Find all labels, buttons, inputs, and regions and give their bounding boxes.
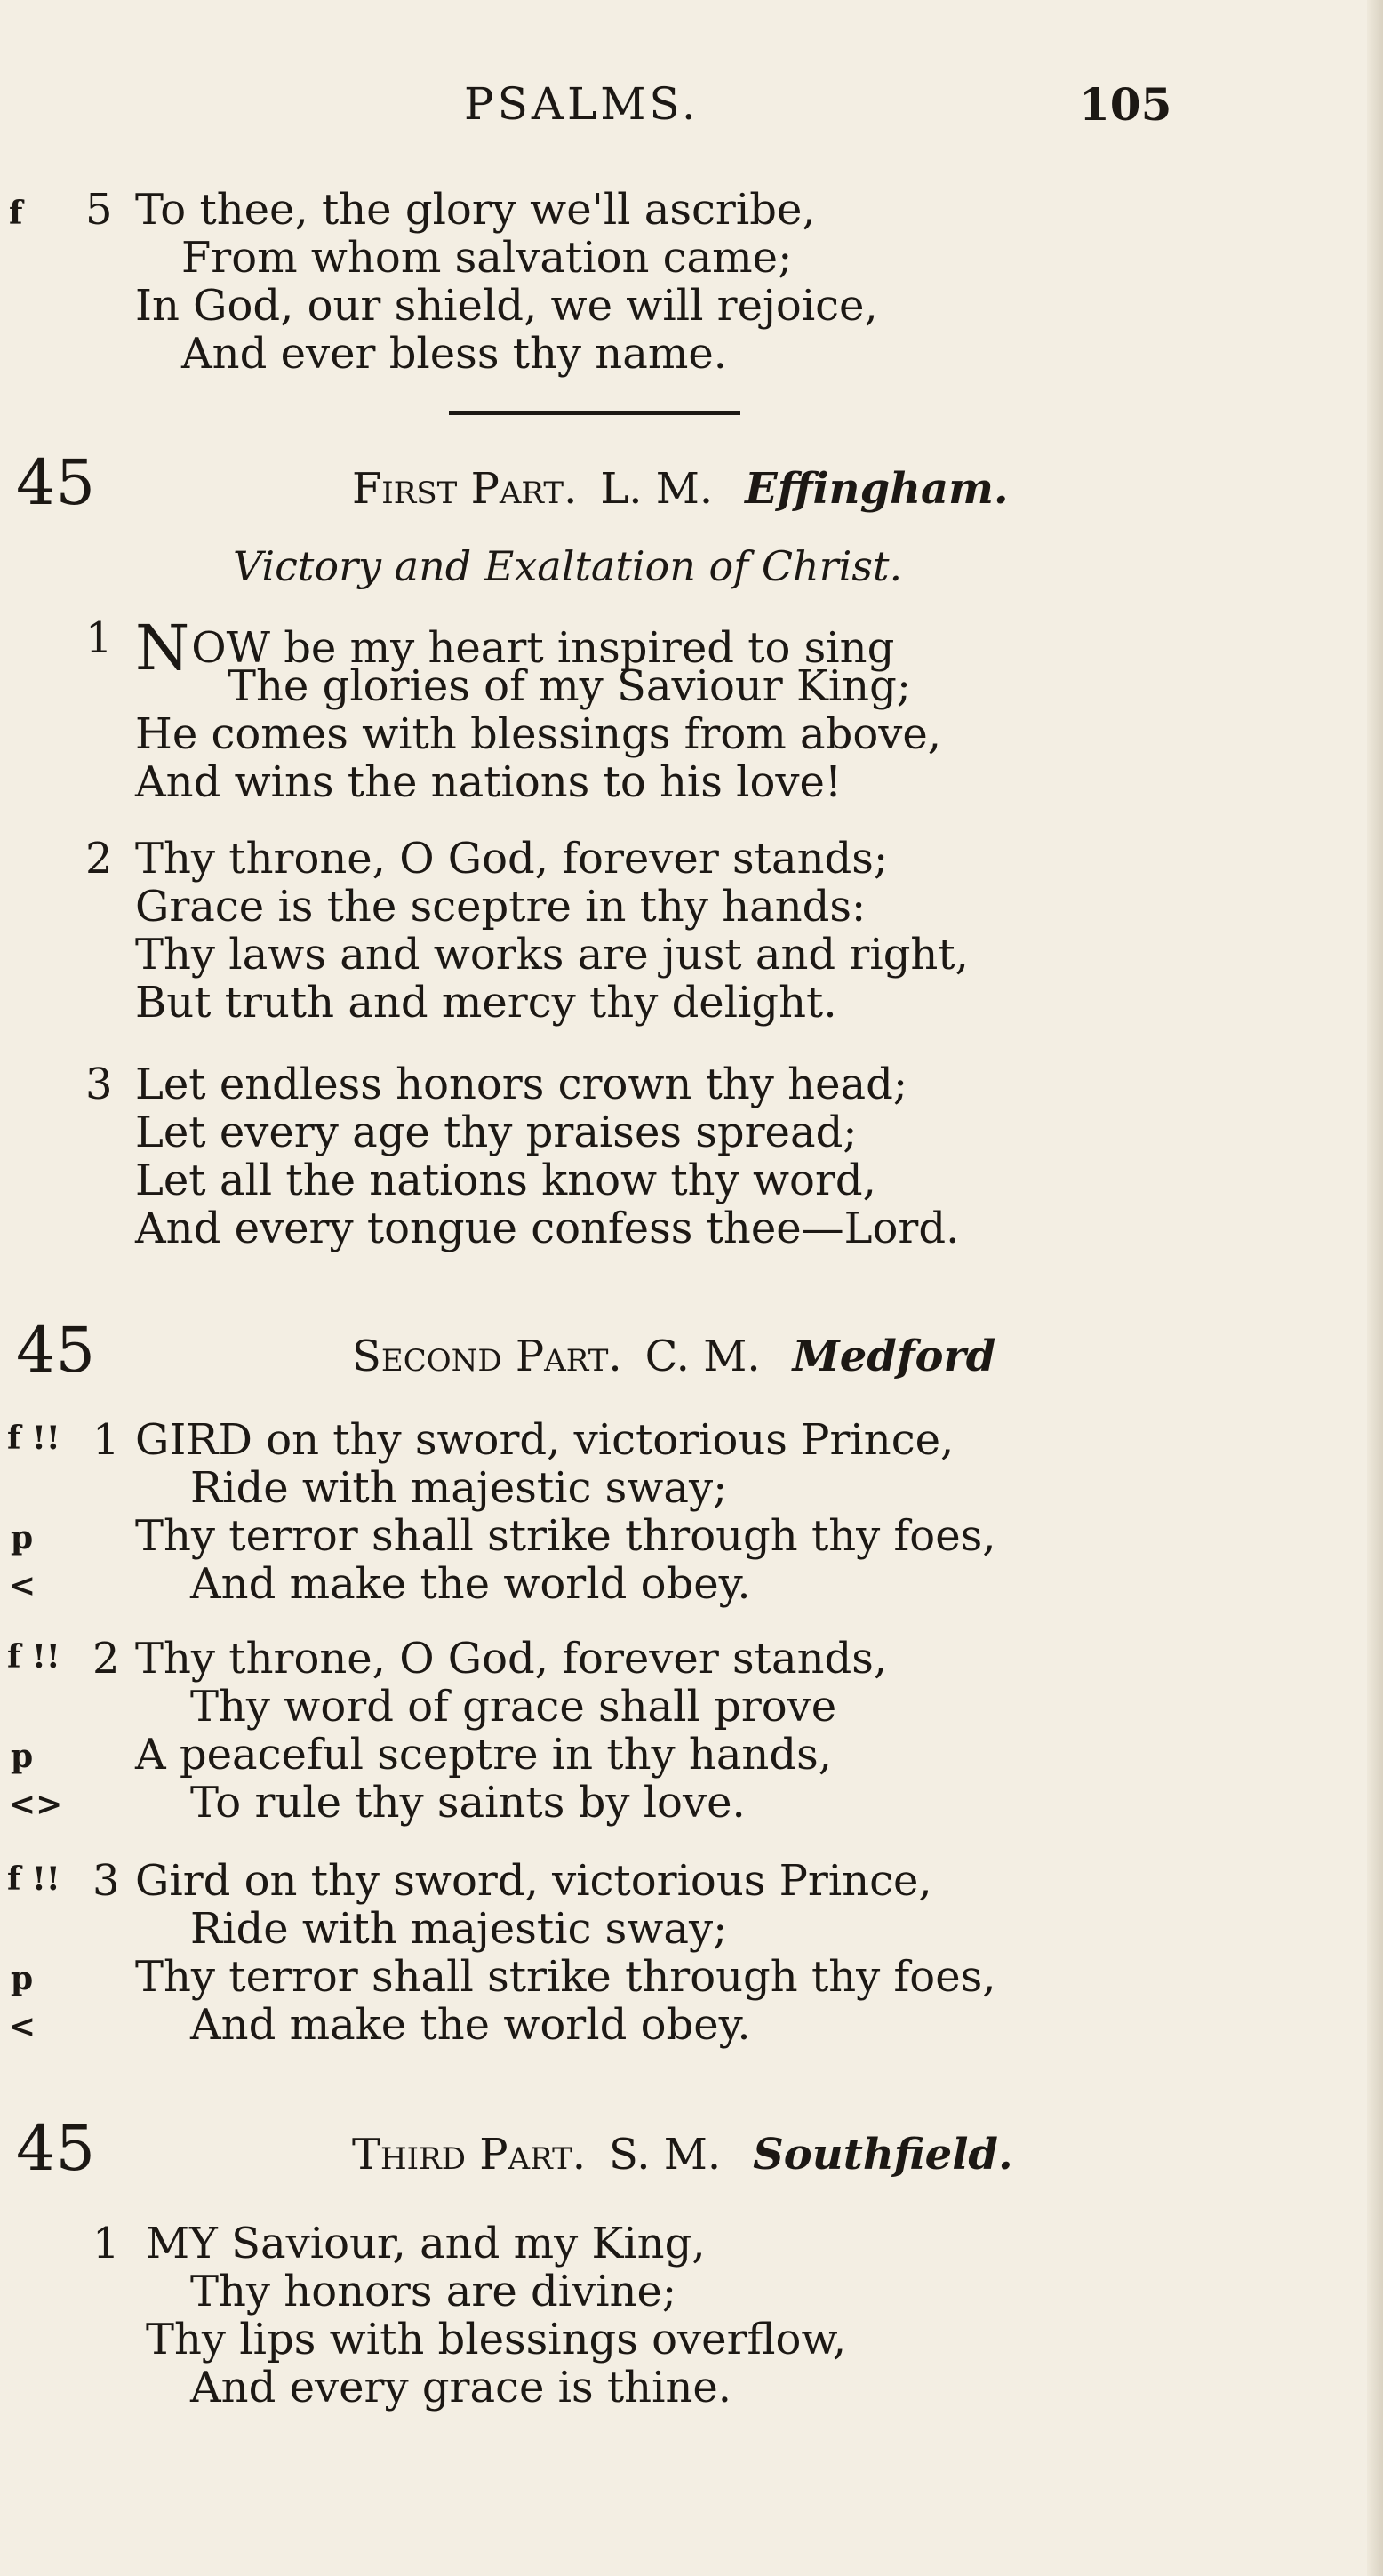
hymn-title — [352, 464, 1009, 514]
verse-line: Let endless honors crown thy head; — [135, 1060, 908, 1109]
verse-line: But truth and mercy thy delight. — [135, 978, 837, 1028]
verse-line: And make the world obey. — [190, 2000, 751, 2050]
hymn-number: 45 — [16, 2112, 96, 2185]
verse-line: Grace is the sceptre in thy hands: — [135, 882, 867, 932]
running-head — [0, 78, 1383, 140]
verse-line: The glories of my Saviour King; — [228, 661, 911, 711]
verse-line: Thy throne, O God, forever stands; — [135, 834, 889, 884]
verse-line: In God, our shield, we will rejoice, — [135, 281, 878, 331]
verse-line: And every tongue confess thee—Lord. — [135, 1204, 960, 1253]
page-edge — [1367, 0, 1383, 2576]
hymn-heading — [0, 1314, 1383, 1387]
hymn-heading — [0, 446, 1383, 519]
verse-number: 1 — [92, 1415, 120, 1465]
dynamic-mark: f !! — [7, 1638, 60, 1676]
verse-line: Thy laws and works are just and right, — [135, 930, 969, 980]
verse-number: 5 — [85, 185, 113, 235]
hymn-tune: Medford — [792, 1332, 996, 1381]
verse-number: 1 — [92, 2219, 120, 2268]
dynamic-mark: f — [9, 195, 23, 232]
verse-line: From whom salvation came; — [181, 233, 793, 283]
verse-number: 3 — [92, 1856, 120, 1906]
verse-number: 1 — [85, 613, 113, 663]
hymn-meter: L. M. — [600, 464, 714, 514]
dynamic-mark: < — [9, 1567, 36, 1604]
verse-line: He comes with blessings from above, — [135, 709, 942, 759]
hymn-part: Third Part. — [352, 2130, 587, 2180]
verse-line: And ever bless thy name. — [181, 329, 727, 379]
verse-line: NOW be my heart inspired to sing — [135, 612, 895, 684]
verse-line: Gird on thy sword, victorious Prince, — [135, 1856, 932, 1906]
verse-line: To thee, the glory we'll ascribe, — [135, 185, 816, 235]
verse-line: GIRD on thy sword, victorious Prince, — [135, 1415, 955, 1465]
hymn-title — [352, 2130, 1013, 2180]
verse-line: And wins the nations to his love! — [135, 757, 843, 807]
verse-line: Thy throne, O God, forever stands, — [135, 1634, 888, 1684]
running-head-title: PSALMS. — [464, 78, 699, 130]
dynamic-mark: f !! — [7, 1420, 60, 1457]
dynamic-mark: f !! — [7, 1860, 60, 1898]
verse-line: Thy terror shall strike through thy foes, — [135, 1511, 996, 1561]
hymn-meter: C. M. — [644, 1332, 761, 1381]
verse-line: Ride with majestic sway; — [190, 1904, 728, 1954]
verse-line: Thy lips with blessings overflow, — [146, 2315, 847, 2364]
hymn-meter: S. M. — [609, 2130, 722, 2180]
verse-line: Let every age thy praises spread; — [135, 1108, 858, 1157]
hymn-part: First Part. — [352, 464, 578, 514]
verse-line: Let all the nations know thy word, — [135, 1156, 876, 1205]
verse-line: Ride with majestic sway; — [190, 1463, 728, 1513]
hymn-part: Second Part. — [352, 1332, 622, 1381]
verse-line: And make the world obey. — [190, 1559, 751, 1609]
section-rule — [449, 411, 740, 415]
verse-line: To rule thy saints by love. — [190, 1778, 746, 1828]
verse-line: Thy honors are divine; — [190, 2267, 677, 2316]
hymn-tune: Southfield. — [753, 2130, 1013, 2180]
hymn-number: 45 — [16, 1314, 96, 1387]
hymn-number: 45 — [16, 446, 96, 519]
page-number: 105 — [1079, 78, 1172, 131]
verse-line: MY Saviour, and my King, — [146, 2219, 706, 2268]
verse-number: 2 — [85, 834, 113, 884]
verse-line: Thy terror shall strike through thy foes, — [135, 1952, 996, 2002]
verse-number: 3 — [85, 1060, 113, 1109]
verse-line: Thy word of grace shall prove — [190, 1682, 837, 1732]
verse-line: And every grace is thine. — [190, 2363, 732, 2412]
hymn-title — [352, 1332, 996, 1381]
hymn-heading — [0, 2112, 1383, 2185]
dynamic-mark: < — [9, 2008, 36, 2045]
verse-line: A peaceful sceptre in thy hands, — [135, 1730, 832, 1780]
dynamic-mark: p — [11, 1519, 34, 1556]
hymn-subtitle: Victory and Exaltation of Christ. — [233, 542, 903, 590]
dynamic-mark: <> — [9, 1786, 63, 1823]
hymn-tune: Effingham. — [745, 464, 1009, 514]
dynamic-mark: p — [11, 1960, 34, 1997]
dynamic-mark: p — [11, 1738, 34, 1775]
drop-cap: N — [135, 612, 190, 684]
verse-number: 2 — [92, 1634, 120, 1684]
